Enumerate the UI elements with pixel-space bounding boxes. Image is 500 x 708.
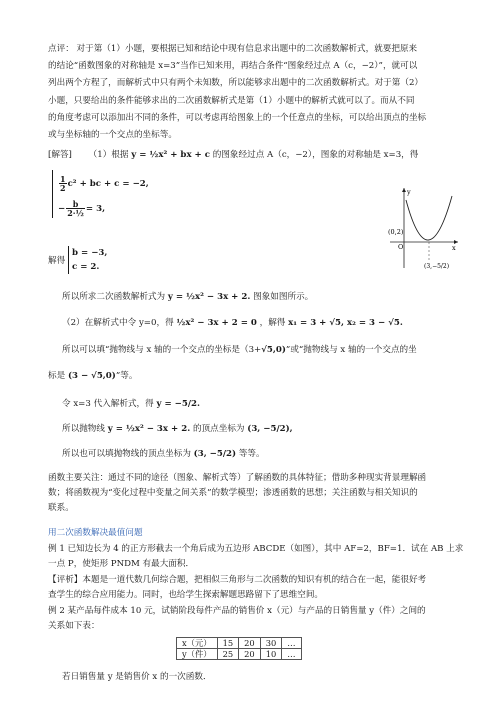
table-cell: … [282, 638, 301, 649]
fill-lead-2: 标是 [48, 371, 66, 381]
final-function-repeat: y = ½x² − 3x + 2. [107, 424, 191, 434]
part-2-mid: ，解得 [259, 318, 286, 328]
comment-line-2: 的结论“函数图象的对称轴是 x=3”当作已知来用，再结合条件“图象经过点 A（c，−2）”，就可以 [48, 61, 418, 71]
price-sales-table [176, 637, 302, 660]
vertex-lead: 的顶点坐标为 [192, 424, 245, 434]
part-2-line [62, 318, 403, 329]
result-c: c = 2. [72, 262, 100, 272]
fill-tail: ”等。 [115, 371, 138, 381]
part-2-fill-line [62, 345, 417, 356]
part-2-lead: （2）在解析式中令 y=0，得 [62, 318, 174, 328]
comment-line-6: 或与坐标轴的一个交点的坐标等。 [48, 130, 177, 140]
answer-1-lead: 所以所求二次函数解析式为 [62, 292, 166, 302]
table-cell: … [282, 649, 301, 660]
x-label: x [452, 244, 456, 252]
final-function: y = ½x² − 3x + 2. [167, 292, 251, 302]
closing-line: 若日销售量 y 是销售价 x 的一次函数． [62, 672, 212, 682]
summary-line-3: 联系。 [48, 503, 74, 513]
fill-mid: ”或“抛物线与 x 轴的一个交点的坐 [285, 345, 417, 355]
equation-2: − $\frac{b}{\text{2·½}}$ = 3, [58, 199, 106, 218]
comment-line-4: 小题，只要给出的条件能够求出的二次函数解析式是第（1）小题中的解析式就可以了。而从不同 [48, 96, 415, 106]
vertex-fill-tail: 等等。 [238, 449, 265, 459]
equation-1-text: c² + bc + c = −2, [67, 179, 149, 189]
equation-1 [58, 175, 149, 192]
axis-fraction: $\frac{b}{\text{2·½}}$ [67, 199, 84, 218]
table-cell: 15 [217, 638, 239, 649]
solution-intro: （1）根据 [88, 150, 129, 160]
vertex-coords-2: (3, −5/2) [193, 449, 237, 459]
solution-condition: 的图象经过点 A（c，−2），图象的对称轴是 x=3，得 [212, 150, 419, 160]
result-b: b = −3, [72, 248, 108, 258]
review-line-1: 【评析】本题是一道代数几何综合题，把相似三角形与二次函数的知识有机的结合在一起，能很好考 [48, 575, 427, 585]
solve-label: 解得 [48, 256, 66, 266]
part-3-line-3 [62, 449, 265, 460]
parabola-curve [406, 196, 452, 240]
answer-1-tail: 图象如图所示。 [253, 292, 314, 302]
summary-line-1: 函数主要关注：通过不同的途径（图象、解析式等）了解函数的具体特征；借助多种现实背景理解函 [48, 473, 427, 483]
equation-2-text: = 3, [85, 204, 106, 214]
example-2-line-2: 关系如下表： [48, 621, 100, 631]
roots: x₁ = 3 + √5, x₂ = 3 − √5. [288, 318, 403, 328]
example-2-line-1: 例 2 某产品每件成本 10 元，试销阶段每件产品的销售价 x（元）与产品的日销售量 y（件）之间的 [48, 606, 426, 616]
fill-lead: 所以可以填“抛物线与 x 轴的一个交点的坐标是（3+ [62, 345, 262, 355]
table-cell: y（件） [177, 649, 218, 660]
general-function: y = ½x² + bx + c [131, 150, 210, 160]
y-label: y [407, 188, 411, 196]
root-point-2: (3 − √5,0) [67, 371, 116, 381]
section-title: 用二次函数解决最值问题 [48, 528, 143, 538]
part-3-lead: 令 x=3 代入解析式，得 [62, 399, 154, 409]
vertex-fill-lead: 所以也可以填抛物线的顶点坐标为 [62, 449, 191, 459]
comment-line-5: 的角度考虑可以添加出不同的条件，可以考虑再给图象上的一个任意点的坐标，可以给出顶点的坐标 [48, 113, 427, 123]
parabola-graph [388, 186, 460, 270]
part-3-line-2 [62, 424, 293, 435]
point-02-label: (0,2) [388, 228, 404, 236]
example-1-line-1: 例 1 已知边长为 4 的正方形截去一个角后成为五边形 ABCDE（如图），其中 AF=2，BF=1．试在 AB 上求 [48, 544, 464, 554]
half-fraction: $\frac{1}{2}$ [60, 174, 66, 193]
table-cell: 10 [260, 649, 282, 660]
y-value: y = −5/2. [156, 399, 200, 409]
y-axis-arrow [402, 188, 406, 192]
part-3-mid: 所以抛物线 [62, 424, 105, 434]
table-cell: 25 [217, 649, 239, 660]
table-cell: 20 [239, 638, 261, 649]
comment-line-1: 点评： 对于第（1）小题，要根据已知和结论中现有信息求出题中的二次函数解析式，就要把原来 [48, 44, 418, 54]
result-brace [68, 246, 69, 274]
table-row [177, 638, 302, 649]
table-row [177, 649, 302, 660]
root-point: √5,0) [261, 345, 286, 355]
comment-line-3: 列出两个方程了，而解析式中只有两个未知数，所以能够求出题中的二次函数解析式。对于第（2） [48, 78, 424, 88]
part-3-line-1 [62, 399, 200, 410]
solution-line-1 [48, 150, 418, 161]
table-cell: 20 [239, 649, 261, 660]
summary-line-2: 数；将函数视为“变化过程中变量之间关系”的数学模型；渗透函数的思想；关注函数与相关知识的 [48, 488, 418, 498]
origin-label: O [398, 243, 404, 251]
part-2-fill-line-2 [48, 371, 137, 382]
vertex-label: (3,−5/2) [424, 263, 450, 270]
review-line-2: 查学生的综合应用能力。同时，也给学生探索解题思路留下了思维空间。 [48, 590, 324, 600]
zero-equation: ½x² − 3x + 2 = 0 [176, 318, 257, 328]
system-brace [52, 170, 53, 218]
solution-tag: [解答] [48, 150, 72, 160]
example-1-line-2: 一点 P，使矩形 PNDM 有最大面积． [48, 559, 195, 569]
answer-1-line [62, 292, 313, 303]
vertex-coords: (3, −5/2), [247, 424, 293, 434]
table-cell: x（元） [177, 638, 218, 649]
table-cell: 30 [260, 638, 282, 649]
